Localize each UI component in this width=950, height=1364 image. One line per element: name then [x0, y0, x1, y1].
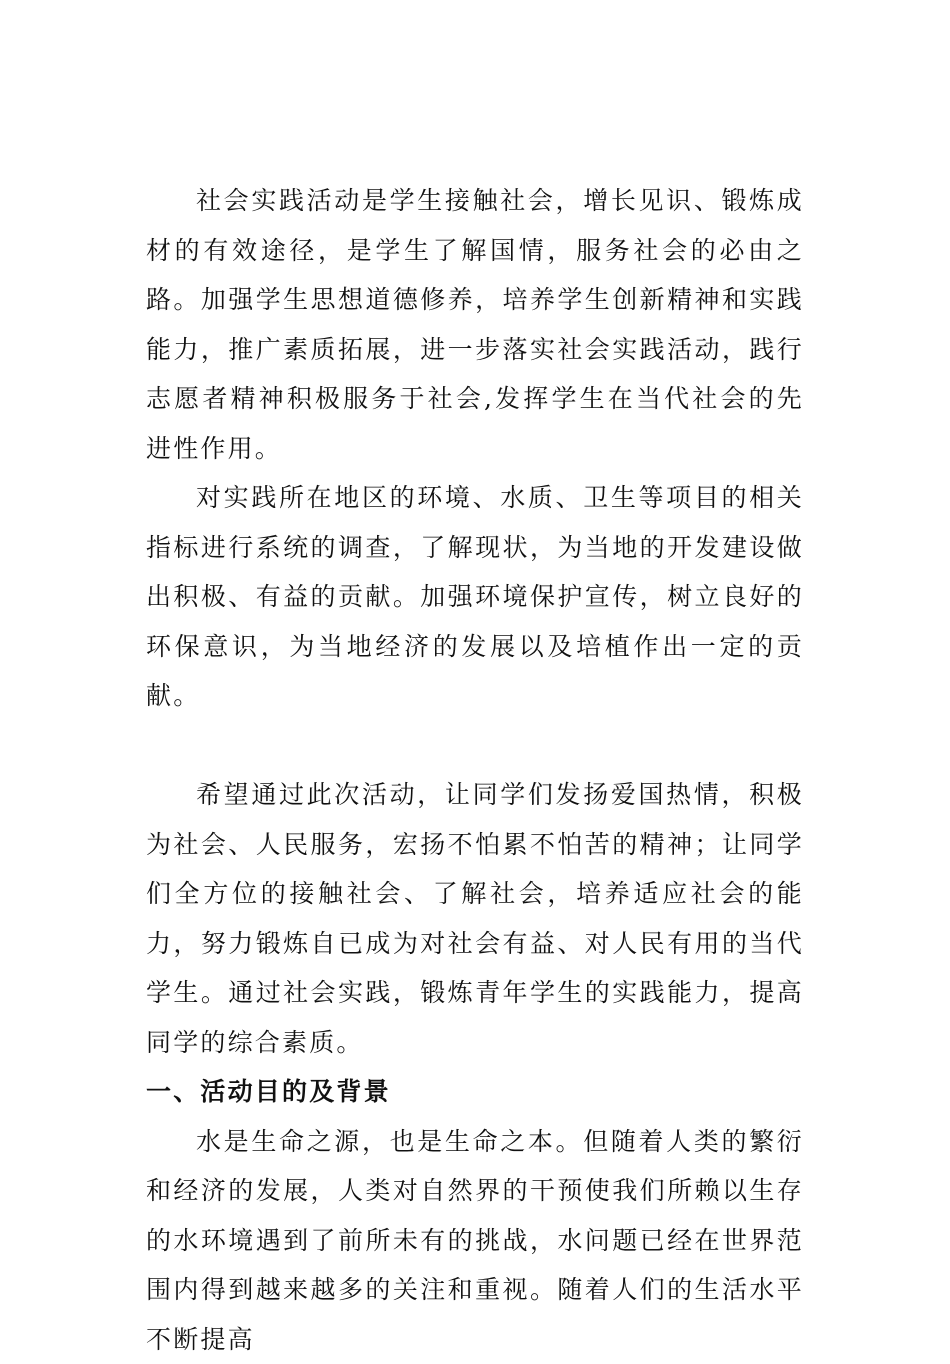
paragraph-background: 水是生命之源，也是生命之本。但随着人类的繁衍和经济的发展，人类对自然界的干预使我们所赖以生存的水环境遇到了前所未有的挑战，水问题已经在世界范围内得到越来越多的关注和重视。随着人们的生活水平不断提高 — [146, 1117, 804, 1364]
document-body — [146, 176, 804, 1364]
paragraph-hope: 希望通过此次活动，让同学们发扬爱国热情，积极为社会、人民服务，宏扬不怕累不怕苦的精神；让同学们全方位的接触社会、了解社会，培养适应社会的能力，努力锻炼自已成为对社会有益、对人民有用的当代学生。通过社会实践，锻炼青年学生的实践能力，提高同学的综合素质。 — [146, 770, 804, 1067]
paragraph-social-practice: 社会实践活动是学生接触社会，增长见识、锻炼成材的有效途径，是学生了解国情，服务社会的必由之路。加强学生思想道德修养，培养学生创新精神和实践能力，推广素质拓展，进一步落实社会实践活动，践行志愿者精神积极服务于社会,发挥学生在当代社会的先进性作用。 — [146, 176, 804, 473]
section-heading: 一、活动目的及背景 — [146, 1067, 804, 1117]
paragraph-spacer — [146, 721, 804, 771]
paragraph-survey-goals: 对实践所在地区的环境、水质、卫生等项目的相关指标进行系统的调查，了解现状，为当地的开发建设做出积极、有益的贡献。加强环境保护宣传，树立良好的环保意识，为当地经济的发展以及培植作出一定的贡献。 — [146, 473, 804, 721]
